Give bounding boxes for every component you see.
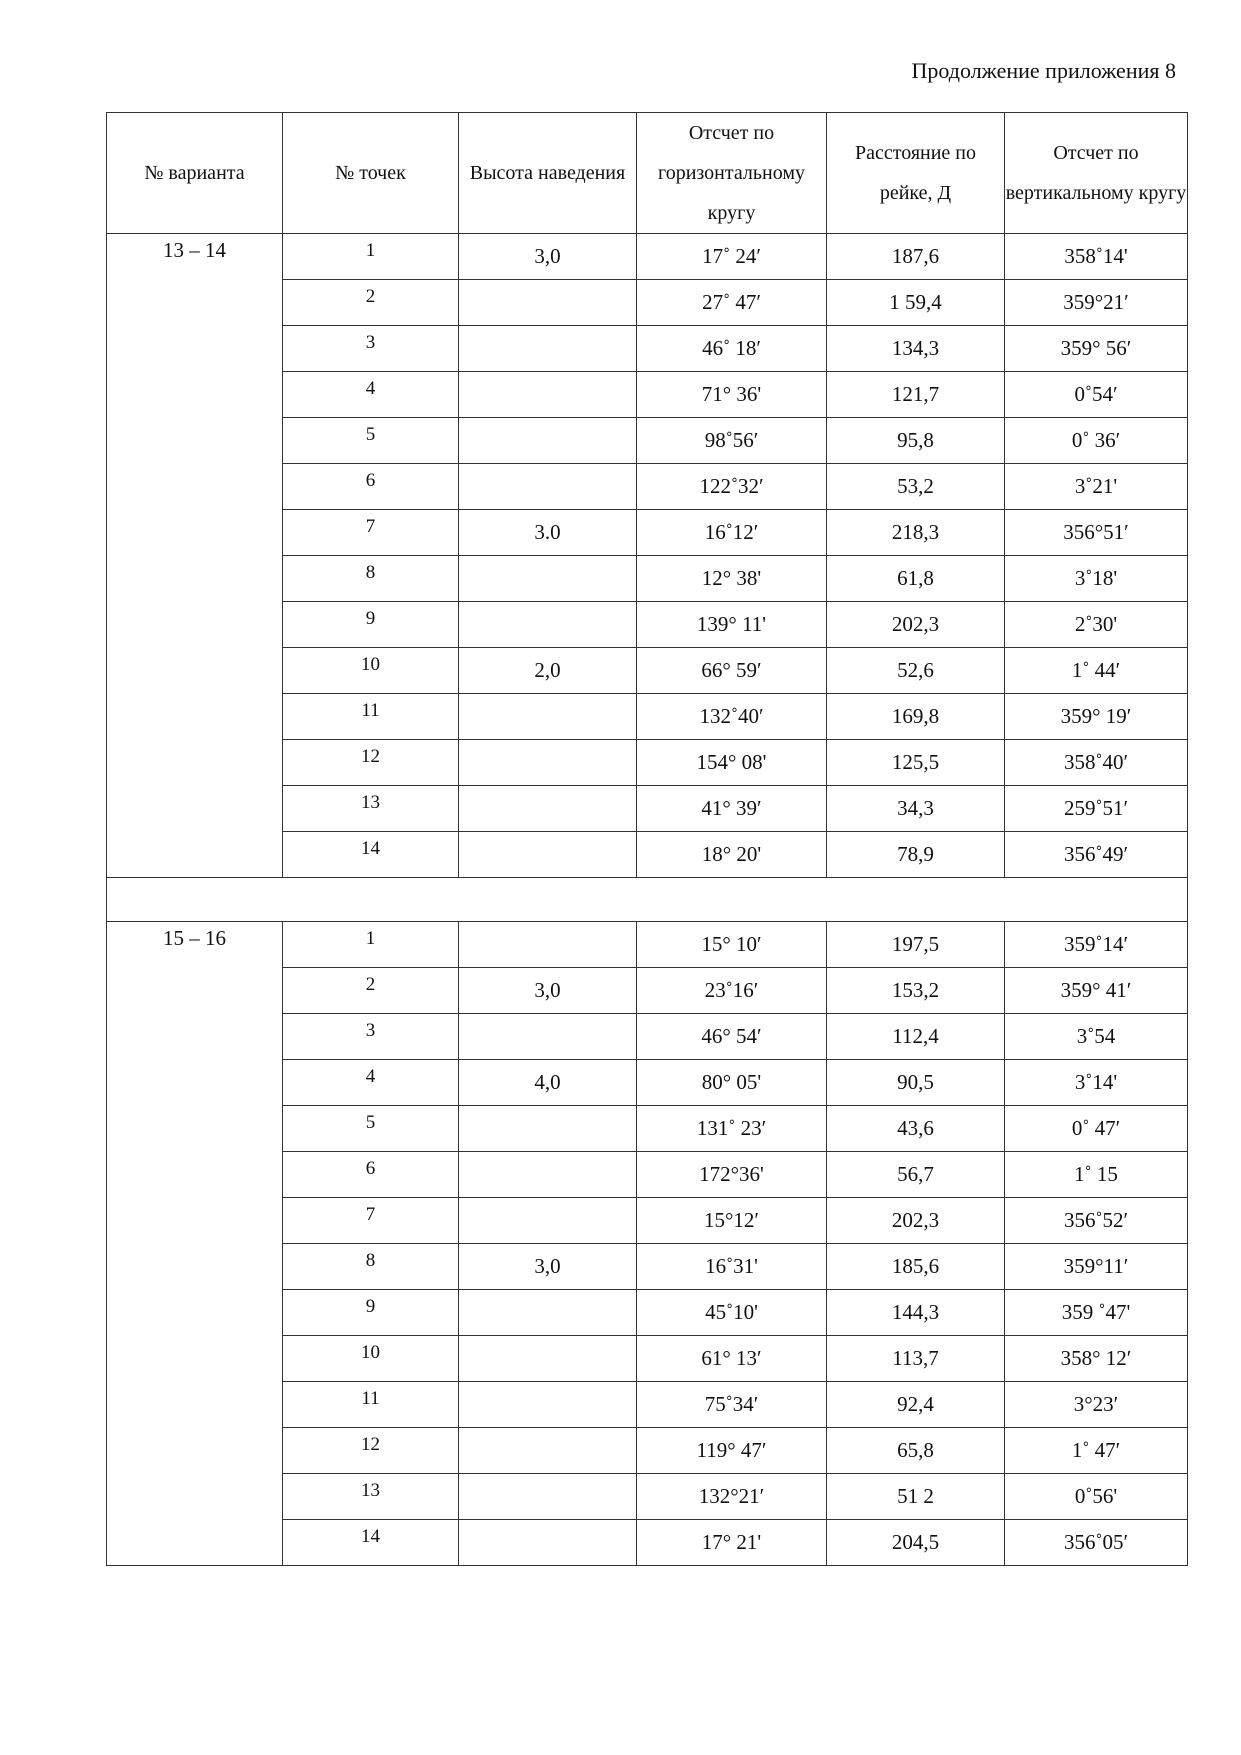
point-number-cell: 5 [283,1106,459,1152]
sight-height-cell [459,1520,637,1566]
vertical-reading-cell: 2˚30' [1005,602,1188,648]
sight-height-cell [459,602,637,648]
horizontal-reading-cell: 154° 08' [637,740,827,786]
vertical-reading-cell: 359˚14′ [1005,922,1188,968]
rod-distance-cell: 112,4 [827,1014,1005,1060]
vertical-reading-cell: 3˚54 [1005,1014,1188,1060]
vertical-reading-cell: 359° 56′ [1005,326,1188,372]
horizontal-reading-cell: 18° 20' [637,832,827,878]
point-number-cell: 1 [283,234,459,280]
point-number-cell: 8 [283,1244,459,1290]
sight-height-cell [459,1198,637,1244]
horizontal-reading-cell: 15° 10′ [637,922,827,968]
rod-distance-cell: 1 59,4 [827,280,1005,326]
horizontal-reading-cell: 122˚32′ [637,464,827,510]
vertical-reading-cell: 356°51′ [1005,510,1188,556]
horizontal-reading-cell: 119° 47′ [637,1428,827,1474]
rod-distance-cell: 61,8 [827,556,1005,602]
horizontal-reading-cell: 131˚ 23′ [637,1106,827,1152]
horizontal-reading-cell: 46˚ 18′ [637,326,827,372]
point-number-cell: 13 [283,1474,459,1520]
variant-cell: 13 – 14 [107,234,283,878]
rod-distance-cell: 185,6 [827,1244,1005,1290]
sight-height-cell [459,1474,637,1520]
vertical-reading-cell: 1˚ 44′ [1005,648,1188,694]
rod-distance-cell: 202,3 [827,602,1005,648]
vertical-reading-cell: 0˚56' [1005,1474,1188,1520]
sight-height-cell [459,922,637,968]
horizontal-reading-cell: 27˚ 47′ [637,280,827,326]
vertical-reading-cell: 358° 12′ [1005,1336,1188,1382]
horizontal-reading-cell: 139° 11' [637,602,827,648]
sight-height-cell: 3.0 [459,510,637,556]
rod-distance-cell: 125,5 [827,740,1005,786]
point-number-cell: 8 [283,556,459,602]
table-body [107,234,1188,1566]
rod-distance-cell: 92,4 [827,1382,1005,1428]
separator-cell [107,878,1188,922]
vertical-reading-cell: 3˚14' [1005,1060,1188,1106]
sight-height-cell [459,464,637,510]
sight-height-cell: 3,0 [459,968,637,1014]
rod-distance-cell: 204,5 [827,1520,1005,1566]
sight-height-cell [459,1382,637,1428]
point-number-cell: 12 [283,740,459,786]
vertical-reading-cell: 0˚ 47′ [1005,1106,1188,1152]
horizontal-reading-cell: 17° 21' [637,1520,827,1566]
vertical-reading-cell: 358˚14' [1005,234,1188,280]
horizontal-reading-cell: 132°21′ [637,1474,827,1520]
rod-distance-cell: 43,6 [827,1106,1005,1152]
vertical-reading-cell: 359° 41′ [1005,968,1188,1014]
sight-height-cell: 4,0 [459,1060,637,1106]
vertical-reading-cell: 1˚ 15 [1005,1152,1188,1198]
vertical-reading-cell: 359° 19′ [1005,694,1188,740]
rod-distance-cell: 197,5 [827,922,1005,968]
horizontal-reading-cell: 16˚12′ [637,510,827,556]
sight-height-cell [459,1014,637,1060]
horizontal-reading-cell: 41° 39′ [637,786,827,832]
horizontal-reading-cell: 66° 59′ [637,648,827,694]
header-sight-height: Высота наведения [459,113,637,234]
horizontal-reading-cell: 23˚16′ [637,968,827,1014]
rod-distance-cell: 187,6 [827,234,1005,280]
point-number-cell: 3 [283,326,459,372]
vertical-reading-cell: 3˚21' [1005,464,1188,510]
horizontal-reading-cell: 172°36' [637,1152,827,1198]
point-number-cell: 11 [283,1382,459,1428]
point-number-cell: 10 [283,1336,459,1382]
rod-distance-cell: 34,3 [827,786,1005,832]
sight-height-cell [459,280,637,326]
point-number-cell: 6 [283,464,459,510]
horizontal-reading-cell: 17˚ 24′ [637,234,827,280]
vertical-reading-cell: 359°11′ [1005,1244,1188,1290]
horizontal-reading-cell: 98˚56′ [637,418,827,464]
point-number-cell: 9 [283,1290,459,1336]
point-number-cell: 4 [283,372,459,418]
vertical-reading-cell: 1˚ 47′ [1005,1428,1188,1474]
horizontal-reading-cell: 80° 05' [637,1060,827,1106]
vertical-reading-cell: 259˚51′ [1005,786,1188,832]
point-number-cell: 10 [283,648,459,694]
sight-height-cell [459,326,637,372]
point-number-cell: 14 [283,832,459,878]
header-rod-distance: Расстояние по рейке, Д [827,113,1005,234]
rod-distance-cell: 56,7 [827,1152,1005,1198]
rod-distance-cell: 153,2 [827,968,1005,1014]
sight-height-cell [459,694,637,740]
point-number-cell: 7 [283,1198,459,1244]
group-separator-row [107,878,1188,922]
header-points: № точек [283,113,459,234]
rod-distance-cell: 90,5 [827,1060,1005,1106]
rod-distance-cell: 53,2 [827,464,1005,510]
sight-height-cell: 2,0 [459,648,637,694]
horizontal-reading-cell: 45˚10' [637,1290,827,1336]
sight-height-cell [459,832,637,878]
point-number-cell: 13 [283,786,459,832]
point-number-cell: 6 [283,1152,459,1198]
header-horizontal-reading: Отсчет по горизонтальному кругу [637,113,827,234]
rod-distance-cell: 134,3 [827,326,1005,372]
rod-distance-cell: 52,6 [827,648,1005,694]
vertical-reading-cell: 356˚52′ [1005,1198,1188,1244]
point-number-cell: 5 [283,418,459,464]
sight-height-cell [459,1336,637,1382]
header-vertical-reading: Отсчет по вертикальному кругу [1005,113,1188,234]
point-number-cell: 2 [283,280,459,326]
sight-height-cell [459,418,637,464]
survey-data-table [106,112,1188,1566]
rod-distance-cell: 121,7 [827,372,1005,418]
point-number-cell: 2 [283,968,459,1014]
rod-distance-cell: 202,3 [827,1198,1005,1244]
vertical-reading-cell: 359°21′ [1005,280,1188,326]
horizontal-reading-cell: 46° 54′ [637,1014,827,1060]
sight-height-cell [459,372,637,418]
rod-distance-cell: 51 2 [827,1474,1005,1520]
sight-height-cell: 3,0 [459,234,637,280]
point-number-cell: 7 [283,510,459,556]
horizontal-reading-cell: 15°12′ [637,1198,827,1244]
horizontal-reading-cell: 16˚31' [637,1244,827,1290]
point-number-cell: 3 [283,1014,459,1060]
point-number-cell: 1 [283,922,459,968]
rod-distance-cell: 169,8 [827,694,1005,740]
vertical-reading-cell: 356˚49′ [1005,832,1188,878]
vertical-reading-cell: 358˚40′ [1005,740,1188,786]
sight-height-cell: 3,0 [459,1244,637,1290]
horizontal-reading-cell: 12° 38' [637,556,827,602]
rod-distance-cell: 95,8 [827,418,1005,464]
rod-distance-cell: 218,3 [827,510,1005,556]
sight-height-cell [459,1428,637,1474]
sight-height-cell [459,1106,637,1152]
variant-cell: 15 – 16 [107,922,283,1566]
rod-distance-cell: 78,9 [827,832,1005,878]
point-number-cell: 4 [283,1060,459,1106]
table-row [107,922,1188,968]
rod-distance-cell: 113,7 [827,1336,1005,1382]
horizontal-reading-cell: 132˚40′ [637,694,827,740]
sight-height-cell [459,786,637,832]
horizontal-reading-cell: 61° 13′ [637,1336,827,1382]
point-number-cell: 12 [283,1428,459,1474]
vertical-reading-cell: 3˚18' [1005,556,1188,602]
sight-height-cell [459,1290,637,1336]
horizontal-reading-cell: 71° 36' [637,372,827,418]
sight-height-cell [459,556,637,602]
point-number-cell: 14 [283,1520,459,1566]
sight-height-cell [459,1152,637,1198]
vertical-reading-cell: 0˚ 36′ [1005,418,1188,464]
header-variant: № варианта [107,113,283,234]
vertical-reading-cell: 356˚05′ [1005,1520,1188,1566]
point-number-cell: 11 [283,694,459,740]
vertical-reading-cell: 359 ˚47' [1005,1290,1188,1336]
point-number-cell: 9 [283,602,459,648]
rod-distance-cell: 65,8 [827,1428,1005,1474]
vertical-reading-cell: 3°23′ [1005,1382,1188,1428]
page-caption: Продолжение приложения 8 [911,58,1176,83]
vertical-reading-cell: 0˚54′ [1005,372,1188,418]
table-row [107,234,1188,280]
sight-height-cell [459,740,637,786]
rod-distance-cell: 144,3 [827,1290,1005,1336]
horizontal-reading-cell: 75˚34′ [637,1382,827,1428]
